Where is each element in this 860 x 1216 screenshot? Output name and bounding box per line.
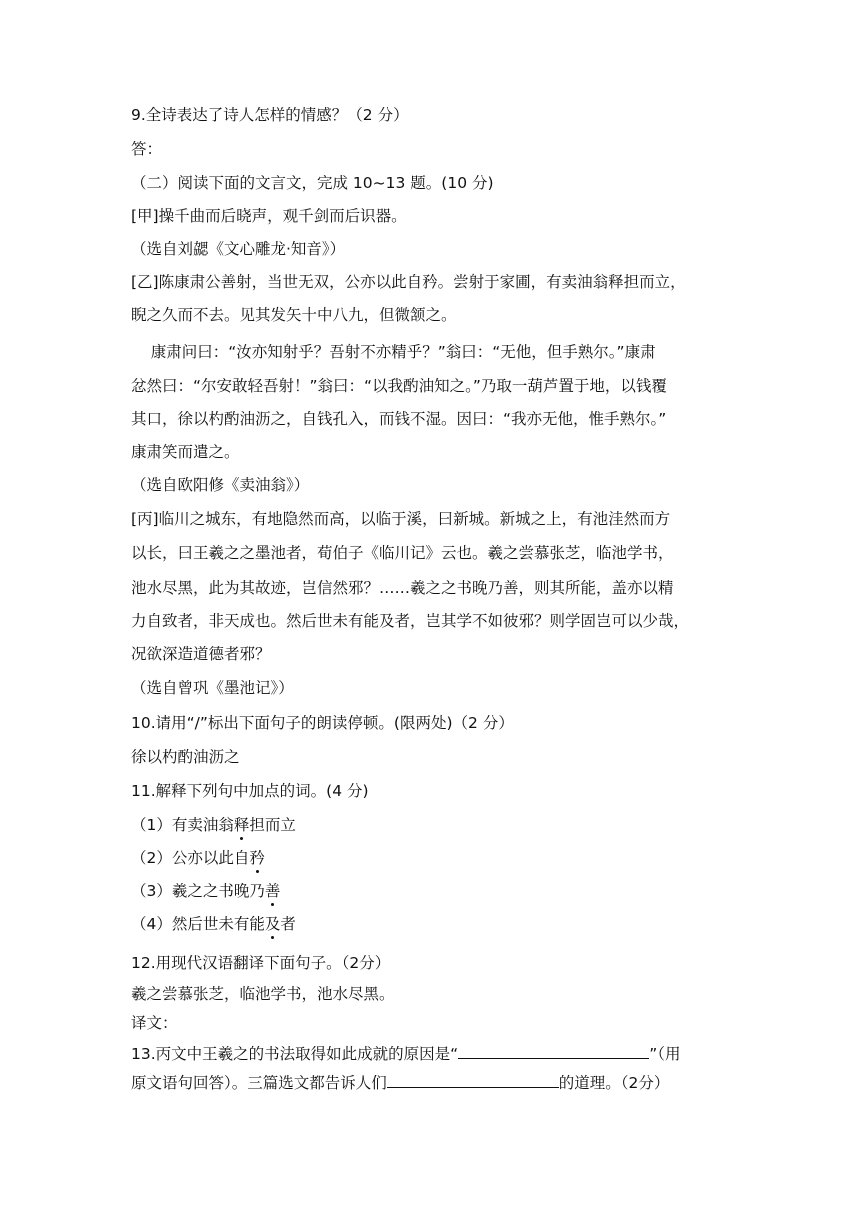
source-jia: （选自刘勰《文心雕龙·知音》）: [131, 240, 346, 258]
question-10-sentence: 徐以杓酌油沥之: [131, 748, 240, 766]
source-yi: （选自欧阳修《卖油翁》）: [131, 476, 310, 494]
question-13-line1: 13.丙文中王羲之的书法取得如此成就的原因是“ ”（用: [131, 1045, 681, 1063]
passage-yi-line: 忿然曰：“尔安敢轻吾射！”翁曰：“以我酌油知之。”乃取一葫芦置于地，以钱覆: [131, 377, 667, 395]
question-11-item: （2）公亦以此自矜: [131, 849, 265, 867]
passage-bing-line: 力自致者，非天成也。然后世未有能及者，岂其学不如彼邪？则学固岂可以少哉，: [131, 612, 690, 630]
question-11-item: （4）然后世未有能及者: [131, 915, 296, 933]
answer-blank[interactable]: [387, 1072, 559, 1088]
question-12-sentence: 羲之尝慕张芝，临池学书，池水尽黑。: [131, 985, 395, 1003]
source-bing: （选自曾巩《墨池记》）: [131, 679, 294, 697]
passage-bing-line: [丙]临川之城东，有地隐然而高，以临于溪，曰新城。新城之上，有池洼然而方: [131, 510, 671, 528]
dotted-word: 及: [264, 915, 281, 933]
question-11-item: （3）羲之之书晚乃善: [131, 882, 281, 900]
answer-blank[interactable]: [458, 1043, 649, 1059]
passage-jia: [甲]操千曲而后晓声，观千剑而后识器。: [131, 207, 407, 225]
question-11-item: （1）有卖油翁释担而立: [131, 816, 296, 834]
passage-yi-line: [乙]陈康肃公善射，当世无双，公亦以此自矜。尝射于家圃，有卖油翁释担而立，: [131, 273, 686, 291]
answer-label-9: 答：: [131, 140, 163, 158]
passage-bing-line: 池水尽黑，此为其故迹，岂信然邪？……羲之之书晚乃善，则其所能，盖亦以精: [131, 579, 674, 597]
passage-yi-line: 其口，徐以杓酌油沥之，自钱孔入，而钱不湿。因曰：“我亦无他，惟手熟尔。”: [131, 410, 667, 428]
passage-yi-line: 康肃笑而遣之。: [131, 443, 240, 461]
question-11: 11.解释下列句中加点的词。(4 分): [131, 782, 369, 800]
dotted-word: 善: [264, 882, 281, 900]
dotted-word: 矜: [249, 849, 265, 867]
passage-yi-line: 康肃问曰：“汝亦知射乎？吾射不亦精乎？”翁曰：“无他，但手熟尔。”康肃: [131, 343, 656, 361]
passage-bing-line: 以长，曰王羲之之墨池者，荀伯子《临川记》云也。羲之尝慕张芝，临池学书，: [131, 544, 674, 562]
section-heading: （二）阅读下面的文言文，完成 10~13 题。(10 分): [131, 174, 494, 192]
passage-bing-line: 况欲深造道德者邪？: [131, 645, 271, 663]
answer-label-12: 译文：: [131, 1014, 178, 1032]
question-13-line2: 原文语句回答）。三篇选文都告诉人们 的道理。（2分）: [131, 1074, 670, 1092]
question-12: 12.用现代汉语翻译下面句子。（2分）: [131, 954, 391, 972]
dotted-word: 释: [233, 816, 250, 834]
passage-yi-line: 睨之久而不去。见其发矢十中八九，但微颔之。: [131, 306, 457, 324]
question-9: 9.全诗表达了诗人怎样的情感？（2 分）: [131, 106, 409, 124]
question-10: 10.请用“/”标出下面句子的朗读停顿。(限两处)（2 分）: [131, 714, 514, 732]
